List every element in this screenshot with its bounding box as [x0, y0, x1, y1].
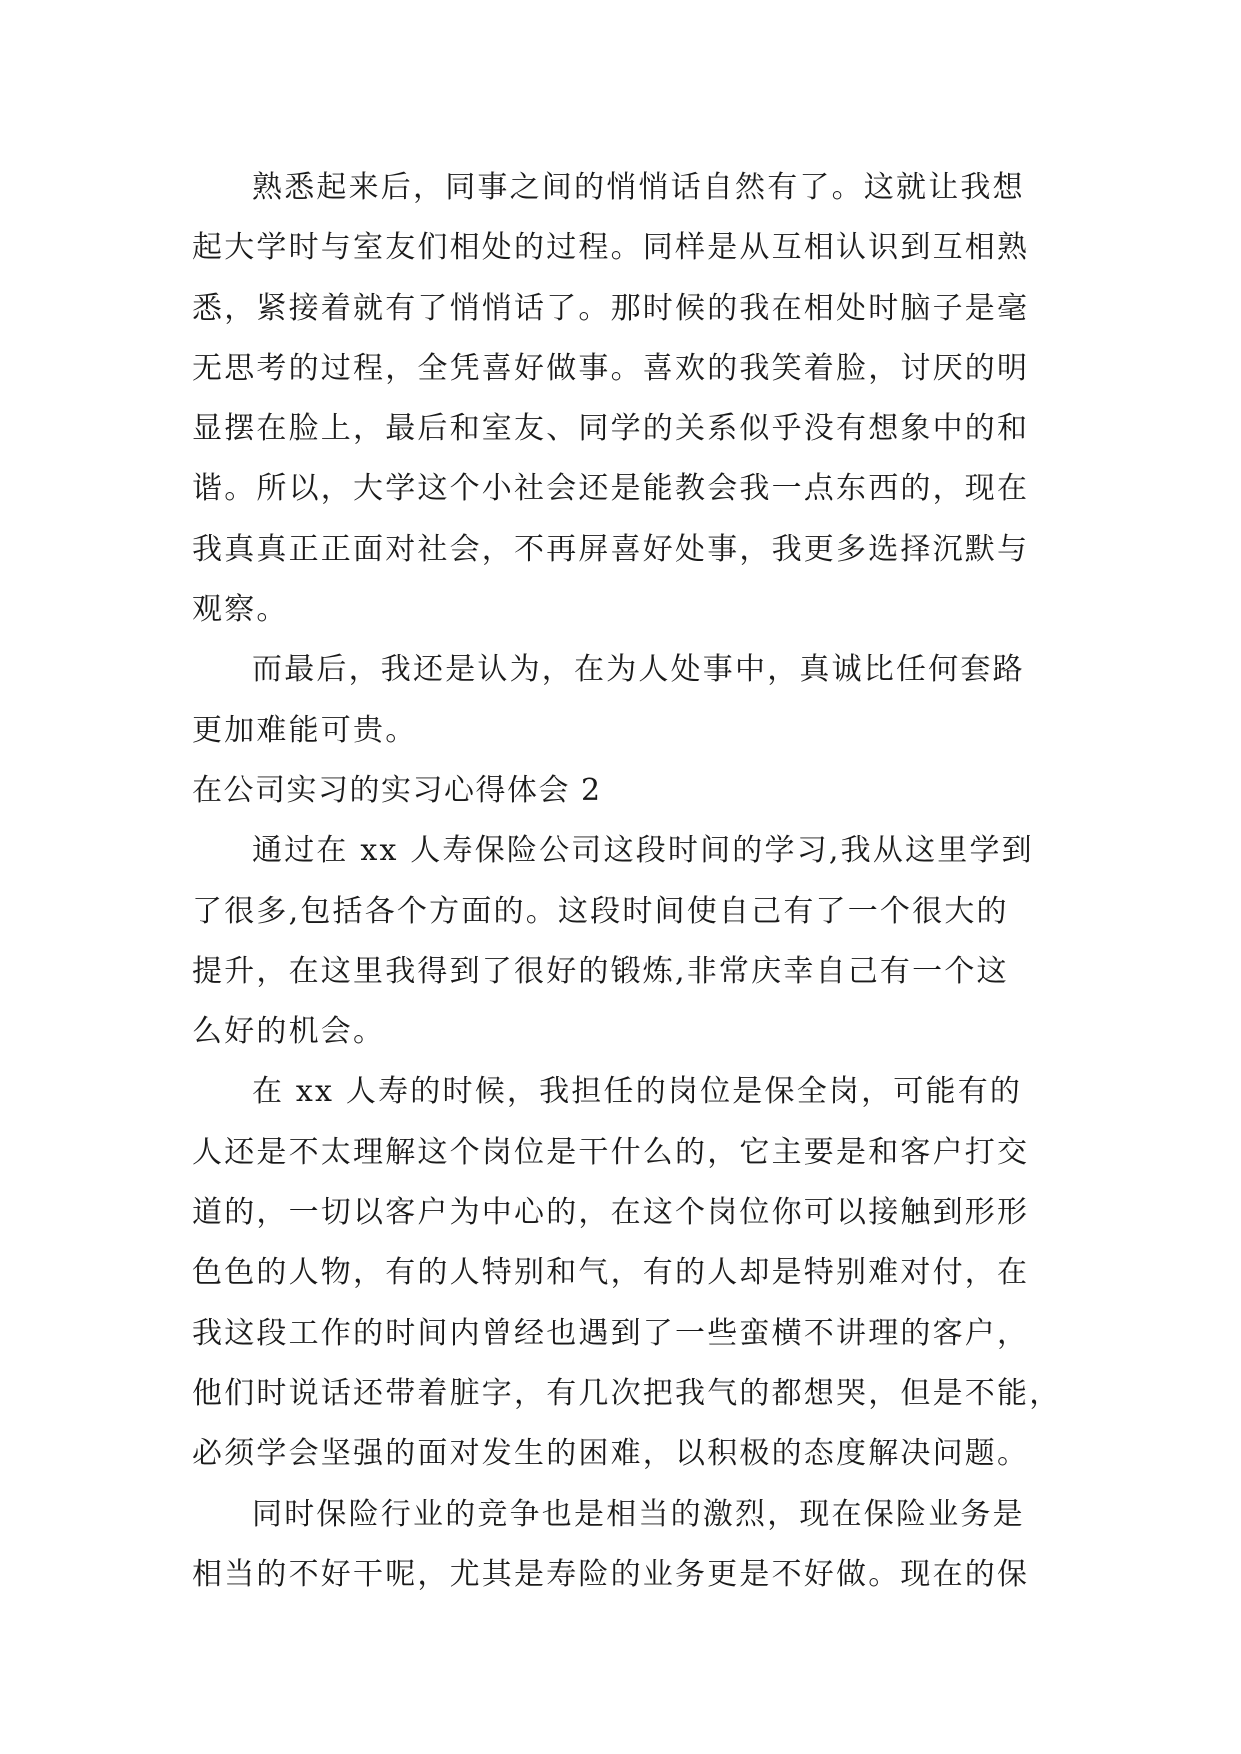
- text-line: 起大学时与室友们相处的过程。同样是从互相认识到互相熟: [192, 230, 1030, 266]
- text-line: 悉，紧接着就有了悄悄话了。那时候的我在相处时脑子是毫: [192, 290, 1030, 326]
- paragraph: [192, 1062, 1062, 1484]
- text-line: 通过在 xx 人寿保险公司这段时间的学习,我从这里学到: [252, 833, 1034, 869]
- document-body: [192, 158, 1062, 1605]
- text-line: 我这段工作的时间内曾经也遇到了一些蛮横不讲理的客户，: [192, 1315, 1030, 1351]
- text-line: 么好的机会。: [192, 1014, 386, 1050]
- text-line: 色色的人物，有的人特别和气，有的人却是特别难对付，在: [192, 1255, 1030, 1291]
- section-heading: [192, 761, 1052, 821]
- text-line: 相当的不好干呢，尤其是寿险的业务更是不好做。现在的保: [192, 1556, 1030, 1592]
- text-line: 而最后，我还是认为，在为人处事中，真诚比任何套路: [252, 652, 1025, 688]
- text-line: 提升，在这里我得到了很好的锻炼,非常庆幸自己有一个这: [192, 953, 1009, 989]
- paragraph: [192, 1485, 1052, 1606]
- text-line: 他们时说话还带着脏字，有几次把我气的都想哭，但是不能，: [192, 1375, 1062, 1411]
- text-line: 熟悉起来后，同事之间的悄悄话自然有了。这就让我想: [252, 170, 1025, 205]
- paragraph: [192, 158, 1052, 640]
- text-line: 道的，一切以客户为中心的，在这个岗位你可以接触到形形: [192, 1195, 1030, 1231]
- text-line: 无思考的过程，全凭喜好做事。喜欢的我笑着脸，讨厌的明: [192, 350, 1030, 386]
- heading-text: 在公司实习的实习心得体会 2: [192, 772, 602, 808]
- text-line: 观察。: [192, 592, 289, 628]
- text-line: 我真真正正面对社会，不再屏喜好处事，我更多选择沉默与: [192, 531, 1030, 567]
- text-line: 更加难能可贵。: [192, 712, 418, 748]
- paragraph: [192, 640, 1052, 761]
- text-line: 必须学会坚强的面对发生的困难，以积极的态度解决问题。: [192, 1436, 1030, 1472]
- text-line: 人还是不太理解这个岗位是干什么的，它主要是和客户打交: [192, 1134, 1030, 1170]
- text-line: 同时保险行业的竞争也是相当的激烈，现在保险业务是: [252, 1496, 1025, 1532]
- text-line: 谐。所以，大学这个小社会还是能教会我一点东西的，现在: [192, 471, 1030, 507]
- paragraph: [192, 821, 1052, 1062]
- text-line: 显摆在脸上，最后和室友、同学的关系似乎没有想象中的和: [192, 411, 1030, 447]
- text-line: 在 xx 人寿的时候，我担任的岗位是保全岗，可能有的: [252, 1074, 1023, 1110]
- text-line: 了很多,包括各个方面的。这段时间使自己有了一个很大的: [192, 893, 1009, 929]
